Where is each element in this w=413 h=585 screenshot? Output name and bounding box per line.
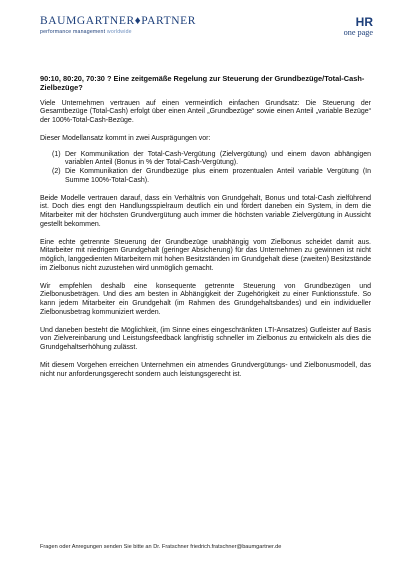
variant-number: (1)	[52, 150, 61, 158]
variant-text: Der Kommunikation der Total-Cash-Vergütung (Zielvergütung) und einem davon abhängigen variablen Anteil (Bonus in % der Total-Cash-Vergütung).	[65, 150, 371, 167]
intro-paragraph: Viele Unternehmen vertrauen auf einen vermeintlich einfachen Grundsatz: Die Steuerung der Gesamtbezüge (Total-Cash) erfolgt über einen Anteil „Grundbezüge“ sowie einen Anteil „variable Bezüge“ der 100%-Total-Cash-Bezüge.	[40, 99, 371, 125]
variant-list	[52, 151, 371, 186]
company-logo	[40, 15, 196, 35]
logo-tagline	[40, 29, 196, 35]
variant-item-1	[52, 151, 371, 169]
model-lead-paragraph: Dieser Modellansatz kommt in zwei Ausprägungen vor:	[40, 134, 211, 142]
badge-title: HR	[355, 15, 373, 29]
variant-number: (2)	[52, 168, 61, 176]
variant-item-2	[52, 168, 371, 186]
relation-paragraph: Beide Modelle vertrauen darauf, dass ein Verhältnis von Grundgehalt, Bonus und total-Cash zielführend ist. Doch dies engt den Handlungsspielraum deutlich ein und fördert daneben ein System, in dem die Mitarbeiter mit der höchsten Grundvergütung auch immer die höchsten variable Zielvergütung in Aussicht gestellt bekommen.	[40, 194, 371, 228]
possibility-paragraph: Und daneben besteht die Möglichkeit, (im Sinne eines eingeschränkten LTI-Ansatzes) Gutleister auf Basis von Zielvereinbarung und Leistungsfeedback langfristig schneller im Zielbonus zu entwickeln als dies die Grundgehaltserhöhung zulässt.	[40, 326, 371, 352]
badge-subtitle: one page	[343, 28, 373, 37]
logo-wordmark: BAUMGARTNER♦PARTNER	[40, 15, 197, 27]
recommendation-paragraph: Wir empfehlen deshalb eine konsequente getrennte Steuerung von Grundbezügen und Zielbonusbeträgen. Und dies am besten in Abhängigkeit der Zugehörigkeit zu einer Funktionsstufe. So kann jedem Mitarbeiter ein Grundgehalt (im Rahmen des Grundgehaltsbandes) und ein individueller Zielbonusbetrag kommuniziert werden.	[40, 282, 371, 316]
variant-text: Die Kommunikation der Grundbezüge plus einem prozentualen Anteil variable Vergütung (In Summe 100%-Total-Cash).	[65, 168, 371, 184]
separate-steering-paragraph: Eine echte getrennte Steuerung der Grundbezüge unabhängig vom Zielbonus scheidet damit aus. Mitarbeiter mit niedrigem Grundgehalt (geringer Absicherung) für das Unternehmen zu gewinnen ist nicht möglich, langgedienten Mitarbeitern mit hohen Besitzständen im Grundgehalt diese (zweiten) Besitzstände im Zielbonus nicht zuzustehen wird unmöglich gemacht.	[40, 238, 371, 272]
article-body	[40, 74, 371, 388]
logo-tagline-main: performance management	[40, 29, 106, 35]
article-title: 90:10, 80:20, 70:30 ? Eine zeitgemäße Regelung zur Steuerung der Grundbezüge/Total-Cash-Zielbezüge?	[40, 74, 365, 93]
outcome-paragraph: Mit diesem Vorgehen erreichen Unternehmen ein atmendes Grundvergütungs- und Zielbonusmodell, das nicht nur anforderungsgerecht sondern auch leistungsgerecht ist.	[40, 361, 371, 378]
footer-contact: Fragen oder Anregungen senden Sie bitte an Dr. Fratschner friedrich.fratschner@baumgartner.de	[40, 544, 282, 550]
logo-tagline-accent: worldwide	[106, 29, 132, 35]
hr-one-page-badge	[344, 17, 373, 37]
